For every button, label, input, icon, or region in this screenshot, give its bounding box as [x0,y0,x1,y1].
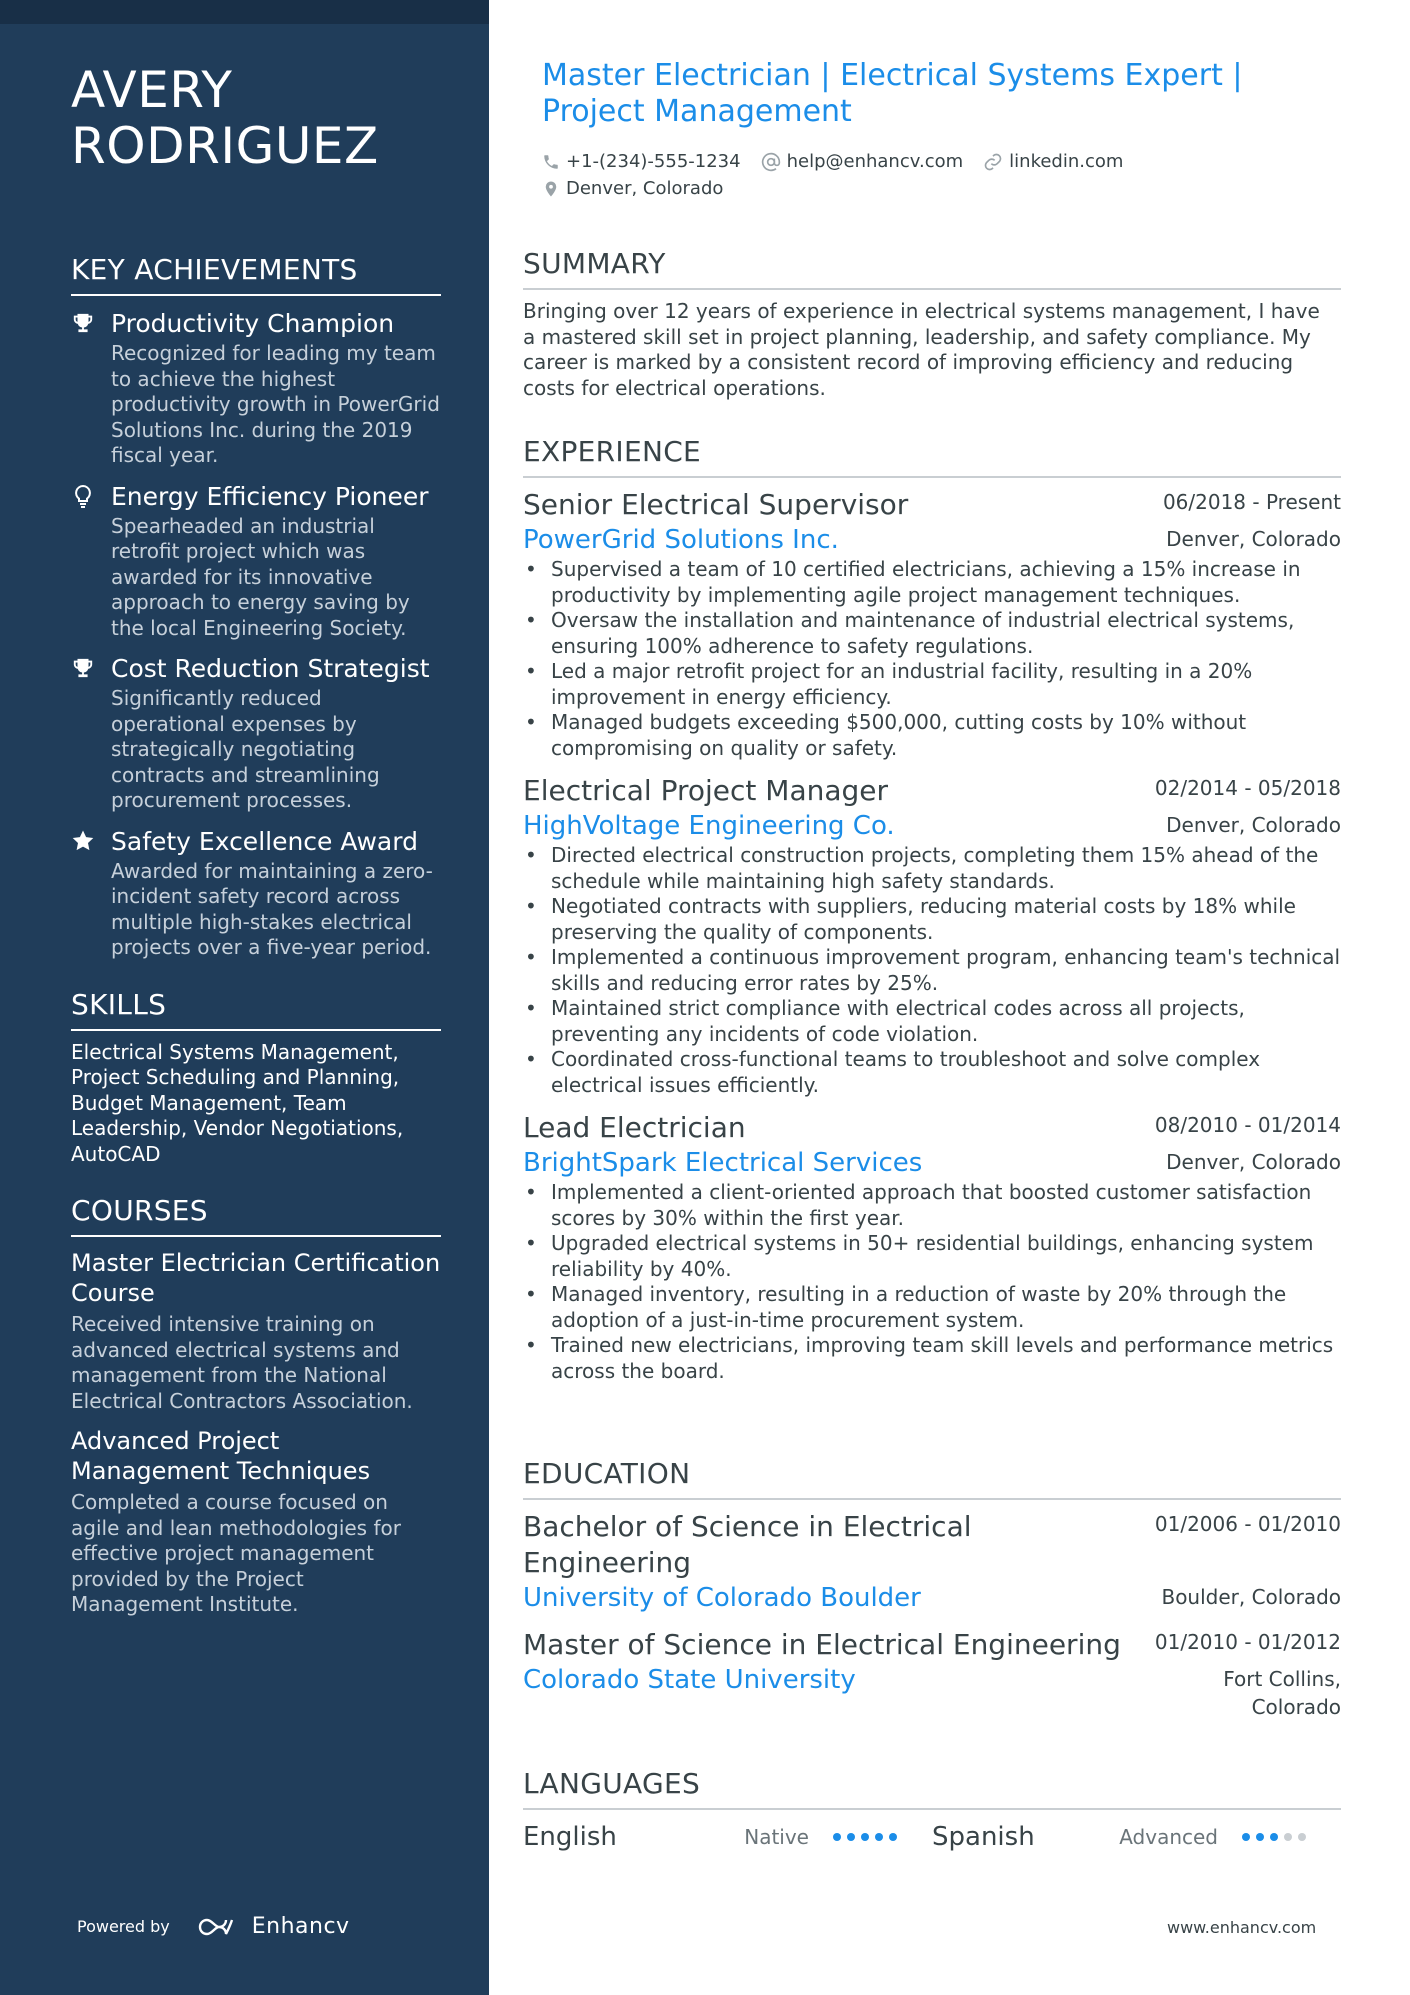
education-dates: 01/2006 - 01/2010 [1154,1512,1341,1536]
resume-headline: Master Electrician | Electrical Systems Expert | Project Management [542,58,1243,129]
bullet-item: • Directed electrical construction projects, completing them 15% ahead of the schedule while maintaining high safety standards. [523,843,1341,894]
education-heading: EDUCATION [523,1456,1341,1500]
bullet-item: • Coordinated cross-functional teams to troubleshoot and solve complex electrical issues efficiently. [523,1047,1341,1098]
bullet-item: • Implemented a client-oriented approach that boosted customer satisfaction scores by 30% within the first year. [523,1180,1341,1231]
sidebar [0,0,489,1995]
job-bullets [523,557,1341,761]
job-bullets [523,1180,1341,1384]
rating-dot-filled [833,1833,841,1841]
location-contact [542,178,723,199]
achievement-description: Awarded for maintaining a zero-incident safety record across multiple high-stakes electrical projects over a five-year period. [111,858,433,959]
lightbulb-icon [71,483,95,509]
job-dates: 06/2018 - Present [1162,490,1341,514]
bullet-item: • Upgraded electrical systems in 50+ residential buildings, enhancing system reliability by 40%. [523,1231,1341,1282]
experience-entry [523,487,1341,761]
bullet-item: • Negotiated contracts with suppliers, reducing material costs by 18% while preserving the quality of components. [523,894,1341,945]
rating-dot-filled [847,1833,855,1841]
language-level: Advanced [1119,1825,1218,1849]
trophy-icon [71,310,95,336]
trophy-icon [71,655,95,681]
footer-url[interactable]: www.enhancv.com [1167,1918,1317,1937]
sidebar-top-bar [0,0,489,24]
job-dates: 02/2014 - 05/2018 [1154,776,1341,800]
school-name[interactable]: University of Colorado Boulder [523,1583,921,1613]
course-item [71,1426,441,1618]
rating-dot-empty [1284,1833,1292,1841]
bullet-item: • Led a major retrofit project for an industrial facility, resulting in a 20% improvement in energy efficiency. [523,659,1341,710]
at-sign-icon [761,152,781,172]
name-last: RODRIGUEZ [71,117,379,175]
bullet-item: • Maintained strict compliance with electrical codes across all projects, preventing any incidents of code violation. [523,996,1341,1047]
phone-icon [542,153,560,171]
job-location: Denver, Colorado [1166,813,1341,837]
courses-section [71,1193,441,1618]
rating-dot-filled [1256,1833,1264,1841]
education-dates: 01/2010 - 01/2012 [1154,1630,1341,1654]
languages-heading: LANGUAGES [523,1766,1341,1810]
achievements-list [71,307,441,961]
language-name: Spanish [932,1822,1035,1852]
rating-dot-filled [889,1833,897,1841]
experience-entry [523,1110,1341,1384]
phone-contact[interactable] [542,151,741,172]
course-description: Received intensive training on advanced electrical systems and management from the National Electrical Contractors Association. [71,1312,413,1413]
enhancv-logo[interactable] [196,1914,350,1939]
location-pin-icon [542,179,560,199]
experience-heading: EXPERIENCE [523,434,1341,478]
company-name[interactable]: PowerGrid Solutions Inc. [523,525,839,555]
bullet-item: • Managed budgets exceeding $500,000, cutting costs by 10% without compromising on quality or safety. [523,710,1341,761]
phone-text: +1-(234)-555-1234 [566,151,741,172]
email-text: help@enhancv.com [786,151,964,172]
course-item [71,1248,441,1414]
degree-title: Bachelor of Science in Electrical Engineering [523,1510,972,1579]
summary-section [523,246,1341,401]
course-title: Advanced Project Management Techniques [71,1427,371,1485]
language-rating [833,1833,903,1841]
achievement-title: Energy Efficiency Pioneer [111,481,429,511]
school-name[interactable]: Colorado State University [523,1665,856,1695]
achievement-item [71,825,441,961]
bullet-item: • Implemented a continuous improvement program, enhancing team's technical skills and reducing error rates by 25%. [523,945,1341,996]
bullet-item: • Managed inventory, resulting in a reduction of waste by 20% through the adoption of a just-in-time procurement system. [523,1282,1341,1333]
language-rating [1242,1833,1312,1841]
rating-dot-filled [875,1833,883,1841]
rating-dot-filled [1242,1833,1250,1841]
achievement-title: Productivity Champion [111,309,395,338]
bullet-item: • Trained new electricians, improving team skill levels and performance metrics across the board. [523,1333,1341,1384]
job-title: Lead Electrician [523,1111,746,1144]
school-location: Fort Collins, Colorado [1223,1667,1341,1719]
rating-dot-empty [1298,1833,1306,1841]
achievement-description: Spearheaded an industrial retrofit project which was awarded for its innovative approach to energy saving by the local Engineering Society. [111,513,410,640]
achievement-description: Recognized for leading my team to achieve the highest productivity growth in PowerGrid Solutions Inc. during the 2019 fiscal year. [111,341,440,467]
contact-row [542,148,1342,175]
summary-text: Bringing over 12 years of experience in electrical systems management, I have a mastered skill set in project planning, leadership, and safety compliance. My career is marked by a consistent record of improving efficiency and reducing costs for electrical operations. [523,299,1320,400]
candidate-name [71,62,441,174]
course-description: Completed a course focused on agile and lean methodologies for effective project management provided by the Project Management Institute. [71,1490,401,1616]
name-first: AVERY [71,61,233,119]
powered-by [77,1914,350,1939]
degree-title: Master of Science in Electrical Engineering [523,1628,1121,1661]
education-entry [523,1509,1341,1615]
job-title: Senior Electrical Supervisor [523,488,909,521]
company-name[interactable]: HighVoltage Engineering Co. [523,811,895,841]
achievement-title: Safety Excellence Award [111,826,418,856]
courses-heading: COURSES [71,1193,441,1237]
experience-entry [523,773,1341,1098]
summary-heading: SUMMARY [523,246,1341,290]
languages-row [523,1819,1341,1855]
achievement-description: Significantly reduced operational expenses by strategically negotiating contracts and streamlining procurement processes. [111,686,380,812]
school-location: Boulder, Colorado [1161,1585,1341,1609]
course-title: Master Electrician Certification Course [71,1249,441,1307]
star-icon [71,828,95,854]
job-bullets [523,843,1341,1098]
skills-section [71,987,441,1168]
education-section [523,1456,1341,1721]
education-entry [523,1627,1341,1721]
sidebar-content [71,62,441,1618]
languages-section [523,1766,1341,1855]
key-achievements-section [71,252,441,961]
achievement-item [71,307,441,469]
email-contact[interactable] [761,151,964,172]
linkedin-contact[interactable] [983,151,1123,172]
bullet-item: • Supervised a team of 10 certified electricians, achieving a 15% increase in productivity by implementing agile project management techniques. [523,557,1341,608]
skills-heading: SKILLS [71,987,441,1031]
job-location: Denver, Colorado [1166,1150,1341,1174]
achievement-title: Cost Reduction Strategist [111,654,430,683]
powered-by-label: Powered by [77,1917,170,1936]
experience-section [523,434,1341,1384]
enhancv-brand-name: Enhancv [251,1914,350,1939]
location-text: Denver, Colorado [566,178,724,199]
rating-dot-filled [1270,1833,1278,1841]
language-level: Native [744,1825,809,1849]
key-achievements-heading: KEY ACHIEVEMENTS [71,252,441,296]
skills-list: Electrical Systems Management, Project Scheduling and Planning, Budget Management, Team Leadership, Vendor Negotiations, AutoCAD [71,1039,404,1166]
rating-dot-filled [861,1833,869,1841]
language-name: English [523,1822,617,1852]
contact-row [542,175,1342,202]
achievement-item [71,480,441,642]
achievement-item [71,652,441,814]
language-item [932,1822,1341,1852]
linkedin-text: linkedin.com [1009,151,1124,172]
enhancv-logo-icon [196,1915,242,1939]
job-location: Denver, Colorado [1166,527,1341,551]
job-title: Electrical Project Manager [523,774,889,807]
company-name[interactable]: BrightSpark Electrical Services [523,1148,923,1178]
link-icon [983,152,1003,172]
language-item [523,1822,932,1852]
contact-info [542,148,1342,202]
job-dates: 08/2010 - 01/2014 [1154,1113,1341,1137]
bullet-item: • Oversaw the installation and maintenance of industrial electrical systems, ensuring 100% adherence to safety regulations. [523,608,1341,659]
